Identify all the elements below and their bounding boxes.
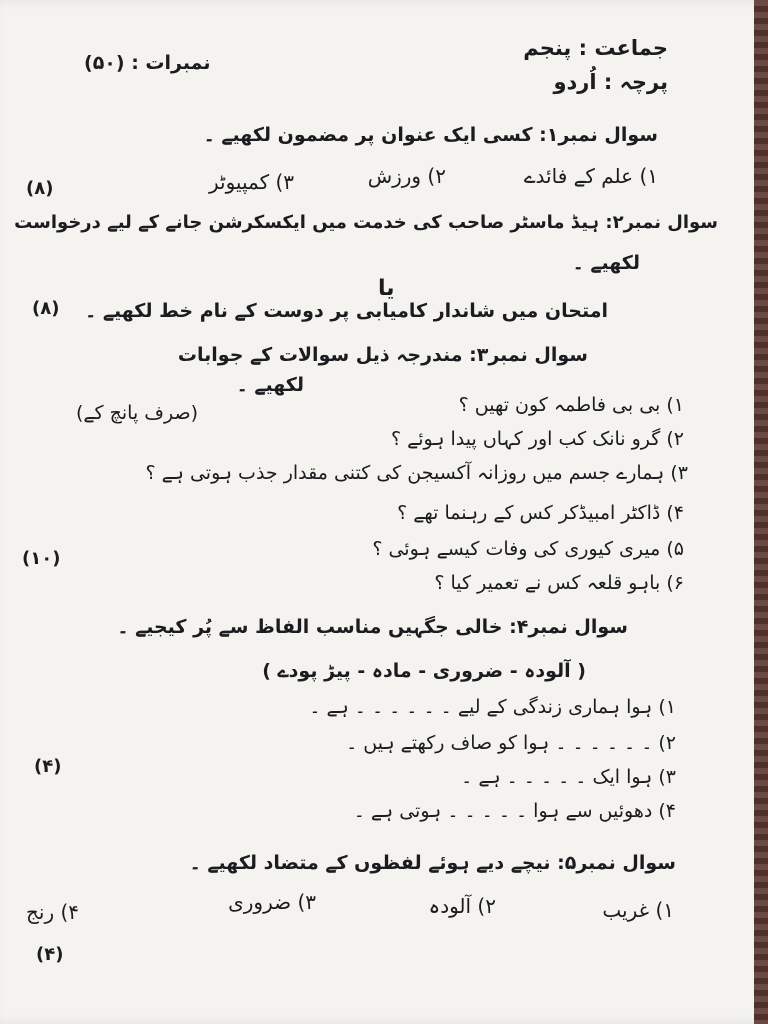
q3-heading-line1: سوال نمبر۳: مندرجہ ذیل سوالات کے جوابات (177, 344, 588, 366)
q3-marks: (۱۰) (22, 548, 61, 569)
q3-item-3: ۳) ہمارے جسم میں روزانہ آکسیجن کی کتنی مقدار جذب ہوتی ہے ؟ (145, 462, 688, 484)
q3-item-5: ۵) میری کیوری کی وفات کیسے ہوئی ؟ (372, 538, 684, 560)
q5-option-4: ۴) رنج (26, 900, 80, 924)
q4-item-2: ۲) ۔ ۔ ۔ ۔ ۔ ۔ ہوا کو صاف رکھتے ہیں ۔ (346, 732, 676, 754)
q4-marks: (۴) (34, 756, 62, 777)
q3-item-2: ۲) گرو نانک کب اور کہاں پیدا ہوئے ؟ (390, 428, 684, 450)
paper-subject-line: پرچہ : اُردو (553, 70, 668, 94)
q4-word-bank: ( آلودہ - ضروری - مادہ - پیڑ پودے ) (262, 660, 586, 682)
q1-marks: (۸) (26, 178, 54, 199)
q5-marks: (۴) (36, 944, 64, 965)
q3-item-1: ۱) بی بی فاطمہ کون تھیں ؟ (458, 394, 684, 416)
q1-option-3: ۳) کمپیوٹر (209, 170, 294, 194)
q3-heading-line2: لکھیے ۔ (236, 374, 304, 396)
class-line: جماعت : پنجم (523, 36, 668, 60)
q4-item-1: ۱) ہوا ہماری زندگی کے لیے ۔ ۔ ۔ ۔ ۔ ۔ ہے ۔ (309, 696, 676, 718)
q4-item-4: ۴) دھوئیں سے ہوا ۔ ۔ ۔ ۔ ۔ ہوتی ہے ۔ (353, 800, 676, 822)
q4-heading: سوال نمبر۴: خالی جگہیں مناسب الفاظ سے پُر کیجیے ۔ (117, 616, 628, 638)
q3-note: (صرف پانچ کے) (76, 402, 199, 424)
q2-or: یا (378, 276, 395, 301)
q1-heading: سوال نمبر۱: کسی ایک عنوان پر مضمون لکھیے ۔ (203, 124, 658, 146)
q2-marks: (۸) (32, 298, 60, 319)
q5-heading: سوال نمبر۵: نیچے دیے ہوئے لفظوں کے متضاد لکھیے ۔ (189, 852, 676, 874)
q3-item-4: ۴) ڈاکٹر امبیڈکر کس کے رہنما تھے ؟ (397, 502, 684, 524)
q2-alternative: امتحان میں شاندار کامیابی پر دوست کے نام خط لکھیے ۔ (85, 300, 608, 322)
q1-option-2: ۲) ورزش (367, 164, 446, 188)
q5-option-1: ۱) غریب (602, 898, 674, 922)
carpet-edge (754, 0, 768, 1024)
q5-option-2: ۲) آلودہ (428, 894, 496, 918)
q4-item-3: ۳) ہوا ایک ۔ ۔ ۔ ۔ ۔ ہے ۔ (461, 766, 676, 788)
q3-item-6: ۶) باہو قلعہ کس نے تعمیر کیا ؟ (434, 572, 684, 594)
total-marks: نمبرات : (۵۰) (84, 52, 211, 74)
q2-heading-line2: لکھیے ۔ (572, 252, 640, 274)
q2-heading-line1: سوال نمبر۲: ہیڈ ماسٹر صاحب کی خدمت میں ایکسکرشن جانے کے لیے درخواست (14, 212, 718, 233)
q5-option-3: ۳) ضروری (228, 890, 316, 914)
q1-option-1: ۱) علم کے فائدے (523, 164, 658, 188)
